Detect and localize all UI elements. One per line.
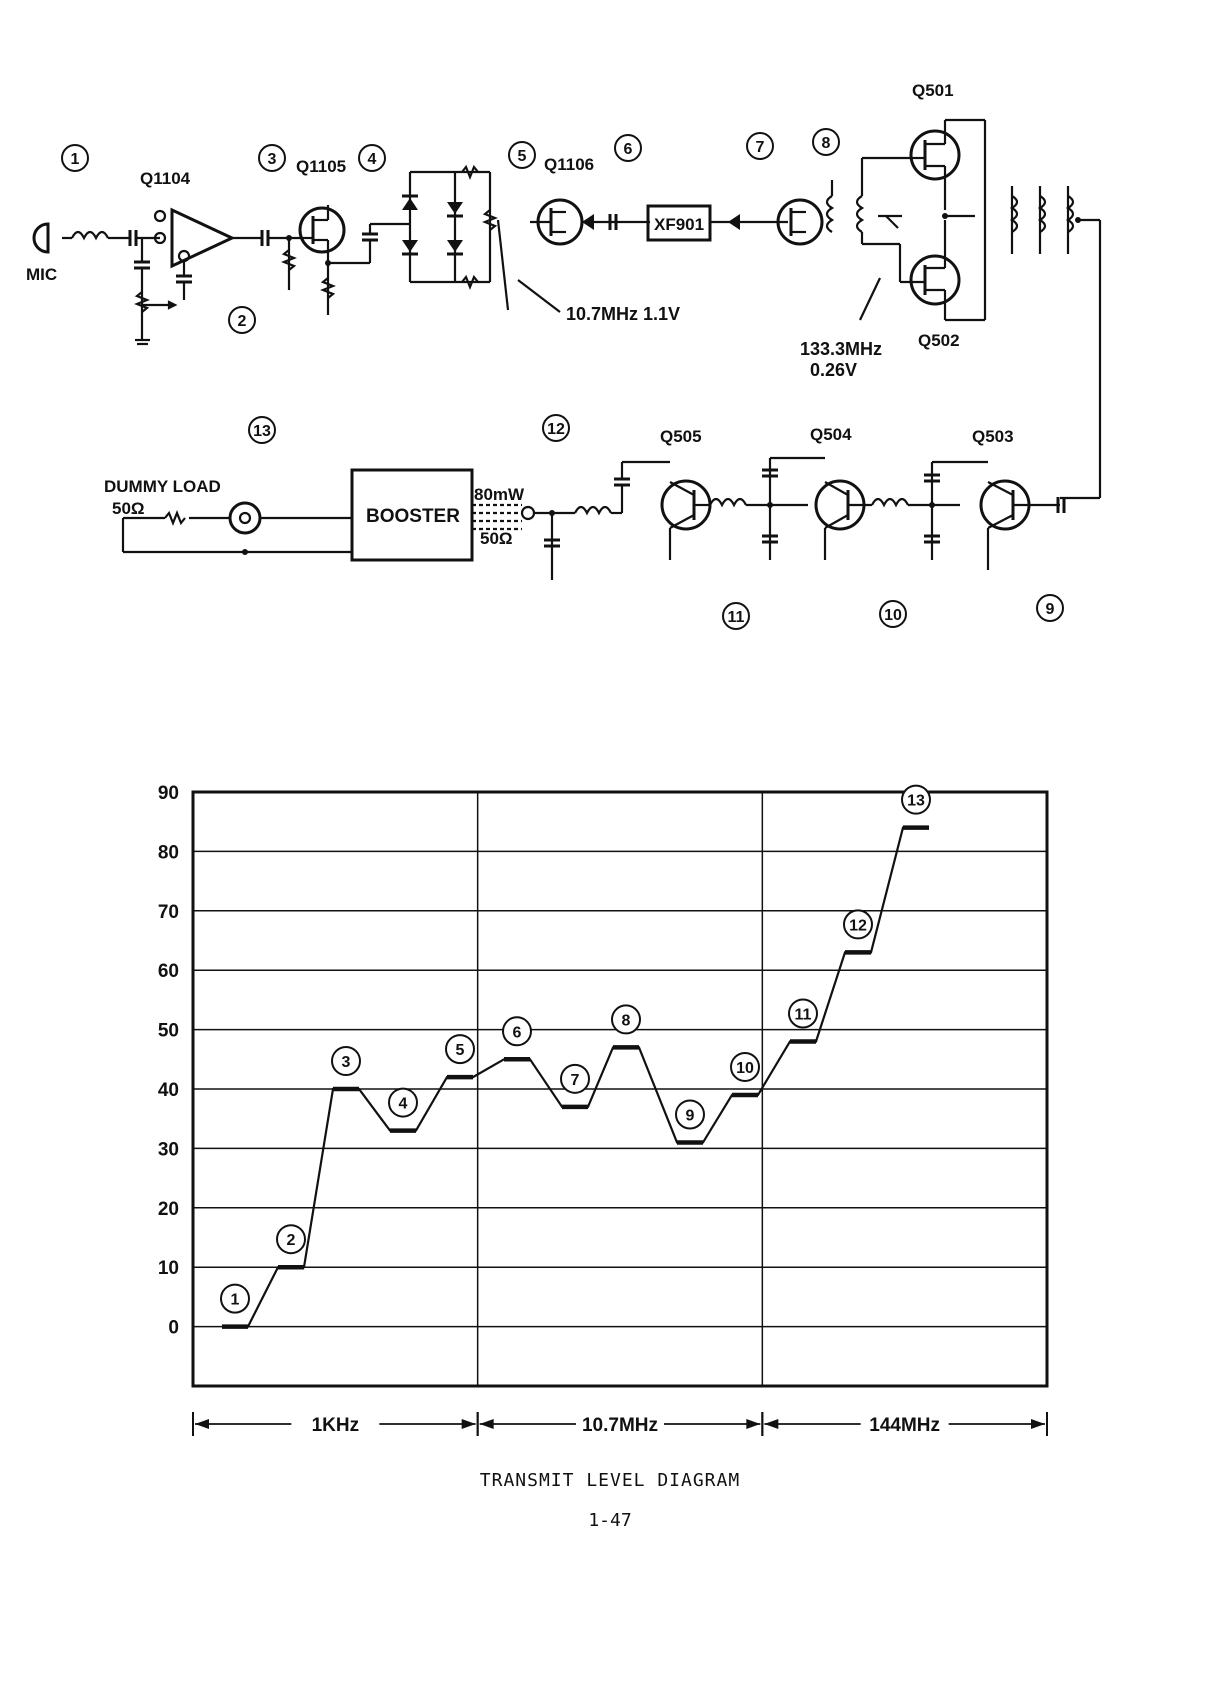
band-label: 144MHz <box>869 1415 941 1436</box>
level-point-5 <box>446 1035 474 1063</box>
level-point-label: 6 <box>512 1024 522 1042</box>
level-point-6 <box>503 1017 531 1045</box>
level-point-4 <box>389 1089 417 1117</box>
booster-ohm-label: 50Ω <box>480 529 513 548</box>
q1106-label: Q1106 <box>544 155 595 174</box>
test-point-label: 5 <box>517 148 527 165</box>
y-tick-label: 20 <box>157 1198 179 1220</box>
level-point-13 <box>902 786 930 814</box>
q505-label: Q505 <box>660 427 702 446</box>
band-arrow-head <box>195 1419 209 1429</box>
level-point-label: 10 <box>736 1059 754 1077</box>
lo-freq-label: 133.3MHz <box>800 339 883 359</box>
y-tick-label: 60 <box>157 961 179 983</box>
q504-label: Q504 <box>810 425 852 444</box>
level-point-3 <box>332 1047 360 1075</box>
test-point-label: 2 <box>237 313 247 330</box>
dummy-load-label: DUMMY LOAD <box>104 477 221 496</box>
level-point-7 <box>561 1065 589 1093</box>
level-point-label: 3 <box>341 1054 351 1071</box>
y-tick-label: 40 <box>157 1080 179 1101</box>
level-point-8 <box>612 1005 640 1033</box>
level-point-label: 11 <box>794 1006 812 1024</box>
level-point-label: 8 <box>621 1012 631 1030</box>
test-point-label: 9 <box>1045 601 1055 618</box>
test-point-label: 3 <box>267 151 277 168</box>
q1104-label: Q1104 <box>140 169 191 188</box>
level-point-label: 13 <box>907 792 925 810</box>
page-number: 1-47 <box>588 1510 632 1531</box>
y-tick-label: 50 <box>157 1020 179 1042</box>
test-point-label: 13 <box>253 423 271 440</box>
test-point-label: 12 <box>547 421 565 438</box>
dummy-ohm-label: 50Ω <box>112 499 145 518</box>
xf901-label: XF901 <box>654 215 705 234</box>
level-point-12 <box>844 910 872 938</box>
band-label: 1KHz <box>311 1415 360 1436</box>
level-point-label: 12 <box>849 917 867 935</box>
band-arrow-head <box>462 1419 476 1429</box>
lo-level-label: 0.26V <box>810 360 858 380</box>
test-point-label: 10 <box>884 607 902 624</box>
level-point-label: 4 <box>398 1095 408 1113</box>
booster-power-label: 80mW <box>474 485 525 504</box>
level-point-label: 2 <box>286 1232 296 1250</box>
booster-label: BOOSTER <box>366 506 460 527</box>
q1105-label: Q1105 <box>296 157 347 176</box>
level-point-10 <box>731 1053 759 1081</box>
test-point-label: 11 <box>727 609 745 626</box>
q502-label: Q502 <box>918 331 960 350</box>
y-tick-label: 70 <box>157 901 179 923</box>
band-arrow-head <box>480 1419 494 1429</box>
mic-label: MIC <box>26 265 58 284</box>
test-point-label: 7 <box>755 139 765 156</box>
y-tick-label: 10 <box>157 1258 179 1280</box>
test-point-label: 1 <box>70 151 80 168</box>
test-point-label: 4 <box>367 151 377 168</box>
band-label: 10.7MHz <box>581 1415 659 1436</box>
band-arrow-head <box>764 1419 778 1429</box>
level-point-label: 5 <box>455 1042 465 1060</box>
level-point-label: 9 <box>685 1107 695 1125</box>
level-point-2 <box>277 1225 305 1253</box>
level-point-1 <box>221 1285 249 1313</box>
y-tick-label: 80 <box>157 842 179 864</box>
test-point-label: 6 <box>623 141 633 158</box>
level-point-9 <box>676 1100 704 1128</box>
band-arrow-head <box>746 1419 760 1429</box>
level-point-label: 7 <box>570 1071 580 1089</box>
q503-label: Q503 <box>972 427 1014 446</box>
level-point-11 <box>789 999 817 1027</box>
if-level-label: 10.7MHz 1.1V <box>566 304 681 324</box>
caption: TRANSMIT LEVEL DIAGRAM <box>479 1470 741 1491</box>
band-arrow-head <box>1031 1419 1045 1429</box>
y-tick-label: 0 <box>168 1317 179 1339</box>
q501-label: Q501 <box>912 81 954 100</box>
level-point-label: 1 <box>230 1291 240 1309</box>
y-tick-label: 30 <box>157 1139 179 1161</box>
test-point-label: 8 <box>821 135 831 152</box>
y-tick-label: 90 <box>157 783 179 804</box>
